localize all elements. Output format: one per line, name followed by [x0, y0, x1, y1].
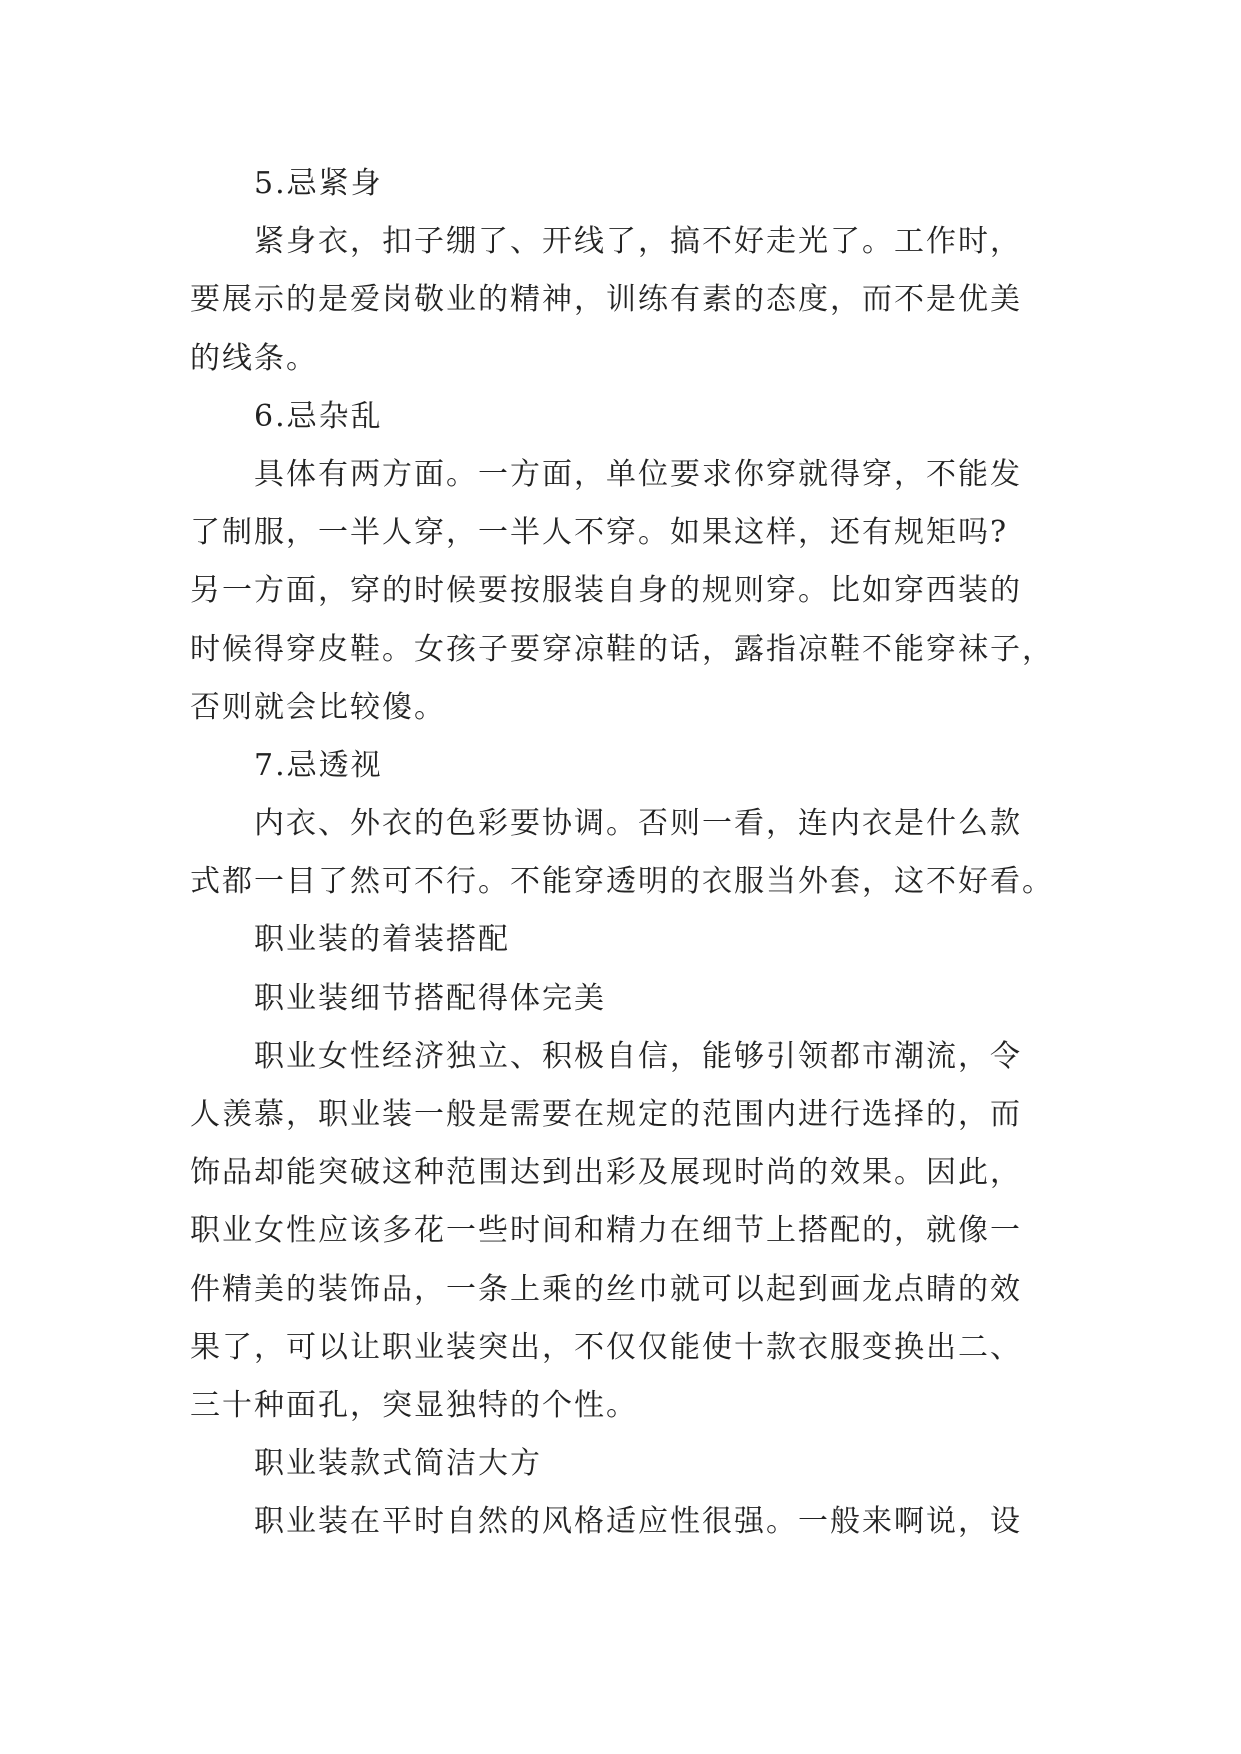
paragraph-line: 职业装在平时自然的风格适应性很强。一般来啊说，设 [254, 1504, 1022, 1540]
paragraph-line: 了制服，一半人穿，一半人不穿。如果这样，还有规矩吗? [190, 515, 1009, 551]
document-body [190, 155, 1070, 1552]
paragraph-line: 否则就会比较傻。 [190, 689, 446, 725]
heading-6: 6.忌杂乱 [254, 398, 383, 434]
paragraph-line: 时候得穿皮鞋。女孩子要穿凉鞋的话，露指凉鞋不能穿袜子， [190, 631, 1054, 667]
heading-7: 7.忌透视 [254, 747, 383, 783]
paragraph-line: 的线条。 [190, 340, 318, 376]
paragraph-line: 职业女性经济独立、积极自信，能够引领都市潮流，令 [254, 1038, 1022, 1074]
subsection-heading: 职业装细节搭配得体完美 [254, 980, 606, 1016]
paragraph-line: 果了，可以让职业装突出，不仅仅能使十款衣服变换出二、 [190, 1329, 1022, 1365]
subsection-heading: 职业装款式简洁大方 [254, 1446, 542, 1482]
paragraph-line: 三十种面孔，突显独特的个性。 [190, 1387, 638, 1423]
paragraph-line: 要展示的是爱岗敬业的精神，训练有素的态度，而不是优美 [190, 282, 1022, 318]
paragraph-line: 内衣、外衣的色彩要协调。否则一看，连内衣是什么款 [254, 806, 1022, 842]
paragraph-line: 职业女性应该多花一些时间和精力在细节上搭配的，就像一 [190, 1213, 1022, 1249]
paragraph-line: 件精美的装饰品，一条上乘的丝巾就可以起到画龙点睛的效 [190, 1271, 1022, 1307]
paragraph-line: 饰品却能突破这种范围达到出彩及展现时尚的效果。因此， [190, 1155, 1022, 1191]
paragraph-line: 人羡慕，职业装一般是需要在规定的范围内进行选择的，而 [190, 1097, 1022, 1132]
paragraph-line: 具体有两方面。一方面，单位要求你穿就得穿，不能发 [254, 456, 1022, 492]
paragraph-line: 紧身衣，扣子绷了、开线了，搞不好走光了。工作时， [254, 224, 1022, 260]
paragraph-line: 式都一目了然可不行。不能穿透明的衣服当外套，这不好看。 [190, 864, 1054, 900]
paragraph-line: 另一方面，穿的时候要按服装自身的规则穿。比如穿西装的 [190, 573, 1022, 609]
section-heading: 职业装的着装搭配 [254, 922, 510, 958]
heading-5: 5.忌紧身 [254, 166, 383, 201]
